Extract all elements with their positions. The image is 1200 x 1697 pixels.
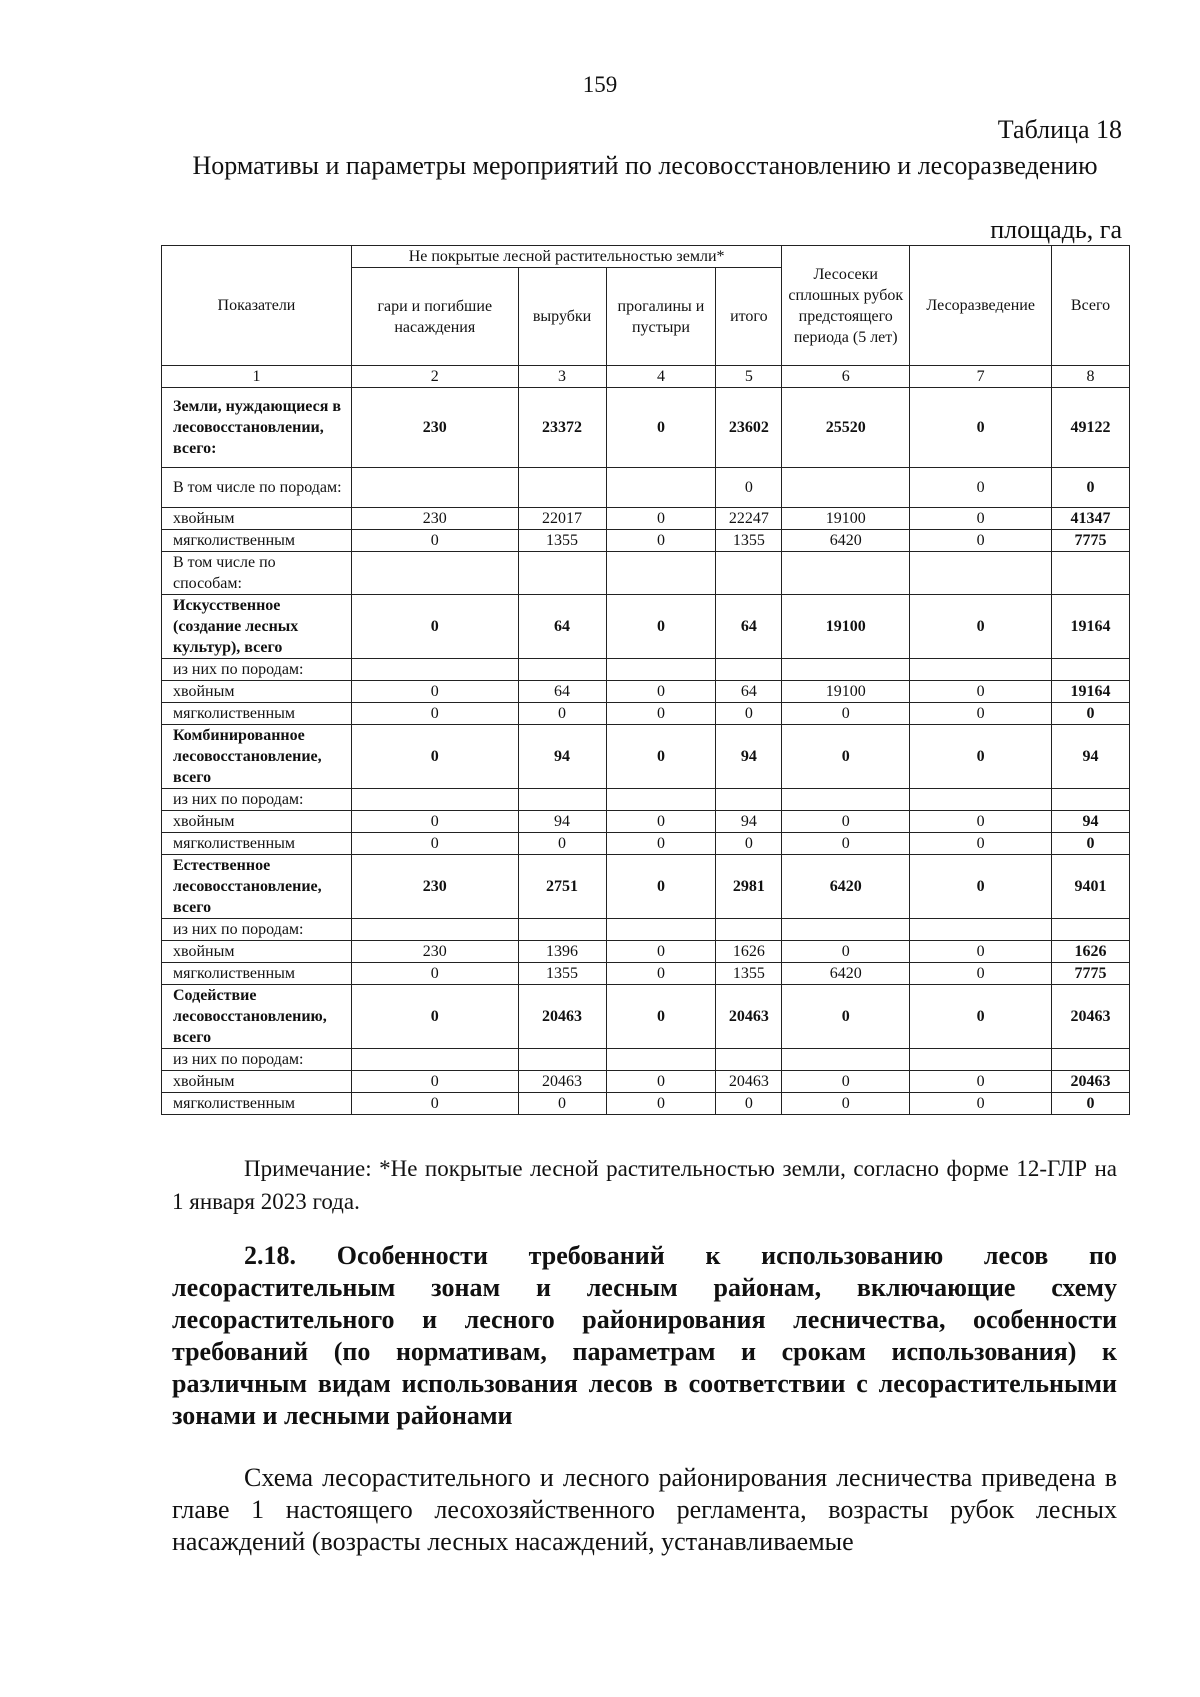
row-label: В том числе по породам: — [162, 468, 352, 508]
measures-table — [161, 245, 1130, 1115]
table-row — [162, 659, 1130, 681]
table-row — [162, 703, 1130, 725]
value-cell — [606, 552, 716, 595]
value-cell: 94 — [1052, 725, 1130, 789]
value-cell: 1626 — [716, 941, 782, 963]
value-cell: 0 — [716, 703, 782, 725]
value-cell — [606, 659, 716, 681]
row-label: из них по породам: — [162, 659, 352, 681]
value-cell: 19100 — [782, 595, 910, 659]
value-cell: 0 — [351, 703, 518, 725]
value-cell: 0 — [351, 1093, 518, 1115]
row-label: хвойным — [162, 681, 352, 703]
value-cell: 0 — [910, 468, 1052, 508]
value-cell: 0 — [351, 725, 518, 789]
value-cell: 64 — [716, 595, 782, 659]
value-cell: 19164 — [1052, 595, 1130, 659]
table-row — [162, 919, 1130, 941]
value-cell — [351, 789, 518, 811]
value-cell: 230 — [351, 941, 518, 963]
value-cell: 0 — [716, 1093, 782, 1115]
value-cell — [910, 1049, 1052, 1071]
table-label: Таблица 18 — [997, 115, 1122, 144]
value-cell: 9401 — [1052, 855, 1130, 919]
value-cell — [606, 789, 716, 811]
value-cell: 0 — [351, 833, 518, 855]
table-row — [162, 1049, 1130, 1071]
column-number-cell: 8 — [1052, 366, 1130, 388]
value-cell: 23602 — [716, 388, 782, 468]
value-cell: 64 — [518, 681, 606, 703]
column-number-cell: 4 — [606, 366, 716, 388]
row-label: мягколиственным — [162, 833, 352, 855]
value-cell: 0 — [910, 388, 1052, 468]
value-cell: 0 — [782, 1071, 910, 1093]
value-cell — [351, 552, 518, 595]
value-cell: 0 — [606, 530, 716, 552]
value-cell: 0 — [782, 725, 910, 789]
table-row — [162, 595, 1130, 659]
header-glades: прогалины и пустыри — [606, 268, 716, 366]
page-number: 159 — [582, 72, 618, 97]
value-cell: 20463 — [716, 985, 782, 1049]
value-cell: 0 — [910, 703, 1052, 725]
value-cell — [716, 552, 782, 595]
value-cell: 230 — [351, 855, 518, 919]
value-cell: 94 — [518, 811, 606, 833]
value-cell — [782, 468, 910, 508]
value-cell: 0 — [1052, 468, 1130, 508]
value-cell: 2751 — [518, 855, 606, 919]
value-cell — [782, 552, 910, 595]
value-cell: 19100 — [782, 508, 910, 530]
column-number-cell: 5 — [716, 366, 782, 388]
value-cell: 6420 — [782, 963, 910, 985]
value-cell: 0 — [351, 985, 518, 1049]
value-cell: 0 — [606, 1093, 716, 1115]
value-cell: 0 — [910, 681, 1052, 703]
value-cell — [351, 1049, 518, 1071]
value-cell: 0 — [910, 963, 1052, 985]
value-cell: 0 — [518, 1093, 606, 1115]
value-cell — [351, 468, 518, 508]
row-label: хвойным — [162, 1071, 352, 1093]
value-cell — [518, 919, 606, 941]
table-row — [162, 833, 1130, 855]
value-cell — [606, 468, 716, 508]
value-cell — [351, 659, 518, 681]
unit-label: площадь, га — [990, 215, 1122, 244]
value-cell: 7775 — [1052, 530, 1130, 552]
header-indicators: Показатели — [162, 246, 352, 366]
value-cell — [351, 919, 518, 941]
column-number-row — [162, 366, 1130, 388]
value-cell: 0 — [1052, 833, 1130, 855]
table-row — [162, 985, 1130, 1049]
row-label: мягколиственным — [162, 963, 352, 985]
value-cell: 49122 — [1052, 388, 1130, 468]
footnote: Примечание: *Не покрытые лесной растительностью земли, согласно форме 12-ГЛР на 1 января 2023 года. — [172, 1156, 1117, 1214]
value-cell: 0 — [910, 530, 1052, 552]
header-total: Всего — [1052, 246, 1130, 366]
value-cell: 94 — [1052, 811, 1130, 833]
header-clearcuts: Лесосеки сплошных рубок предстоящего периода (5 лет) — [782, 246, 910, 366]
value-cell — [518, 1049, 606, 1071]
value-cell: 0 — [606, 703, 716, 725]
value-cell — [910, 919, 1052, 941]
value-cell: 0 — [606, 595, 716, 659]
column-number-cell: 2 — [351, 366, 518, 388]
table-row — [162, 1071, 1130, 1093]
value-cell: 0 — [606, 1071, 716, 1093]
row-label: Содействие лесовосстановлению, всего — [162, 985, 352, 1049]
row-label: хвойным — [162, 811, 352, 833]
table-row — [162, 468, 1130, 508]
value-cell: 6420 — [782, 855, 910, 919]
value-cell — [518, 552, 606, 595]
value-cell: 0 — [606, 388, 716, 468]
value-cell: 20463 — [518, 985, 606, 1049]
value-cell: 0 — [910, 811, 1052, 833]
value-cell: 0 — [910, 833, 1052, 855]
row-label: хвойным — [162, 508, 352, 530]
table-row — [162, 941, 1130, 963]
value-cell: 19164 — [1052, 681, 1130, 703]
value-cell: 94 — [518, 725, 606, 789]
value-cell: 1396 — [518, 941, 606, 963]
value-cell: 0 — [782, 1093, 910, 1115]
value-cell: 0 — [606, 855, 716, 919]
value-cell: 0 — [606, 963, 716, 985]
value-cell: 0 — [1052, 703, 1130, 725]
value-cell: 20463 — [716, 1071, 782, 1093]
value-cell: 64 — [518, 595, 606, 659]
value-cell: 0 — [351, 1071, 518, 1093]
value-cell: 22247 — [716, 508, 782, 530]
value-cell: 0 — [910, 941, 1052, 963]
value-cell: 19100 — [782, 681, 910, 703]
table-row — [162, 963, 1130, 985]
row-label: Земли, нуждающиеся в лесовосстановлении, всего: — [162, 388, 352, 468]
header-afforestation: Лесоразведение — [910, 246, 1052, 366]
row-label: мягколиственным — [162, 1093, 352, 1115]
table-row — [162, 508, 1130, 530]
column-number-cell: 1 — [162, 366, 352, 388]
value-cell: 0 — [782, 703, 910, 725]
value-cell: 20463 — [518, 1071, 606, 1093]
value-cell: 0 — [606, 941, 716, 963]
value-cell: 0 — [518, 703, 606, 725]
value-cell: 94 — [716, 725, 782, 789]
table-row — [162, 811, 1130, 833]
value-cell: 0 — [606, 833, 716, 855]
section-heading: 2.18. Особенности требований к использованию лесов по лесорастительным зонам и лесным районам, включающие схему лесорастительного и лесного районирования лесничества, особенности требований (по нормативам, параметрам и срокам использования) к различным видам использования лесов в соответствии с лесорастительными зонами и лесными районами — [172, 1241, 1117, 1430]
row-label: из них по породам: — [162, 919, 352, 941]
value-cell — [518, 659, 606, 681]
value-cell: 0 — [351, 595, 518, 659]
value-cell: 0 — [606, 985, 716, 1049]
table-row — [162, 1093, 1130, 1115]
value-cell — [716, 1049, 782, 1071]
value-cell: 0 — [351, 811, 518, 833]
column-number-cell: 3 — [518, 366, 606, 388]
table-row — [162, 388, 1130, 468]
value-cell: 1355 — [716, 963, 782, 985]
value-cell: 23372 — [518, 388, 606, 468]
row-label: Искусственное (создание лесных культур), всего — [162, 595, 352, 659]
header-uncovered-lands: Не покрытые лесной растительностью земли* — [351, 246, 781, 268]
value-cell: 0 — [716, 468, 782, 508]
table-row — [162, 530, 1130, 552]
value-cell — [716, 659, 782, 681]
row-label: Комбинированное лесовосстановление, всего — [162, 725, 352, 789]
value-cell — [606, 1049, 716, 1071]
column-number-cell: 6 — [782, 366, 910, 388]
value-cell: 41347 — [1052, 508, 1130, 530]
value-cell — [1052, 1049, 1130, 1071]
row-label: мягколиственным — [162, 703, 352, 725]
value-cell: 1355 — [518, 530, 606, 552]
value-cell: 0 — [782, 985, 910, 1049]
value-cell: 0 — [1052, 1093, 1130, 1115]
value-cell: 0 — [910, 508, 1052, 530]
value-cell: 22017 — [518, 508, 606, 530]
table-row — [162, 789, 1130, 811]
value-cell: 0 — [910, 985, 1052, 1049]
value-cell: 0 — [782, 811, 910, 833]
value-cell: 0 — [782, 941, 910, 963]
value-cell — [1052, 659, 1130, 681]
body-paragraph: Схема лесорастительного и лесного районирования лесничества приведена в главе 1 настоящего лесохозяйственного регламента, возрасты рубок лесных насаждений (возрасты лесных насаждений, устанавливаемые — [172, 1463, 1117, 1556]
value-cell: 0 — [606, 508, 716, 530]
row-label: из них по породам: — [162, 1049, 352, 1071]
value-cell — [782, 919, 910, 941]
value-cell — [782, 789, 910, 811]
value-cell: 0 — [910, 725, 1052, 789]
value-cell: 0 — [351, 681, 518, 703]
value-cell: 25520 — [782, 388, 910, 468]
value-cell — [782, 1049, 910, 1071]
value-cell — [716, 919, 782, 941]
value-cell: 0 — [910, 855, 1052, 919]
value-cell: 0 — [606, 725, 716, 789]
row-label: хвойным — [162, 941, 352, 963]
value-cell — [716, 789, 782, 811]
table-row — [162, 681, 1130, 703]
value-cell: 0 — [351, 963, 518, 985]
value-cell: 0 — [910, 1093, 1052, 1115]
value-cell: 6420 — [782, 530, 910, 552]
value-cell — [606, 919, 716, 941]
table-title: Нормативы и параметры мероприятий по лесовосстановлению и лесоразведению — [192, 151, 1098, 180]
value-cell: 0 — [910, 1071, 1052, 1093]
value-cell: 0 — [518, 833, 606, 855]
column-number-cell: 7 — [910, 366, 1052, 388]
table-row — [162, 855, 1130, 919]
value-cell: 0 — [606, 681, 716, 703]
value-cell: 0 — [910, 595, 1052, 659]
value-cell: 0 — [716, 833, 782, 855]
value-cell: 0 — [782, 833, 910, 855]
value-cell: 1626 — [1052, 941, 1130, 963]
value-cell: 230 — [351, 508, 518, 530]
value-cell — [910, 659, 1052, 681]
value-cell: 0 — [351, 530, 518, 552]
value-cell — [518, 789, 606, 811]
value-cell: 64 — [716, 681, 782, 703]
value-cell: 20463 — [1052, 1071, 1130, 1093]
value-cell — [518, 468, 606, 508]
table-row — [162, 552, 1130, 595]
value-cell: 7775 — [1052, 963, 1130, 985]
row-label: В том числе по способам: — [162, 552, 352, 595]
header-subtotal: итого — [716, 268, 782, 366]
value-cell — [1052, 552, 1130, 595]
value-cell: 0 — [606, 811, 716, 833]
value-cell: 1355 — [716, 530, 782, 552]
value-cell — [910, 552, 1052, 595]
value-cell: 230 — [351, 388, 518, 468]
table-row — [162, 725, 1130, 789]
row-label: из них по породам: — [162, 789, 352, 811]
header-burnt: гари и погибшие насаждения — [351, 268, 518, 366]
value-cell: 2981 — [716, 855, 782, 919]
row-label: Естественное лесовосстановление, всего — [162, 855, 352, 919]
value-cell: 94 — [716, 811, 782, 833]
row-label: мягколиственным — [162, 530, 352, 552]
value-cell — [1052, 789, 1130, 811]
header-cuttings: вырубки — [518, 268, 606, 366]
value-cell: 20463 — [1052, 985, 1130, 1049]
value-cell — [1052, 919, 1130, 941]
value-cell — [910, 789, 1052, 811]
value-cell — [782, 659, 910, 681]
value-cell: 1355 — [518, 963, 606, 985]
